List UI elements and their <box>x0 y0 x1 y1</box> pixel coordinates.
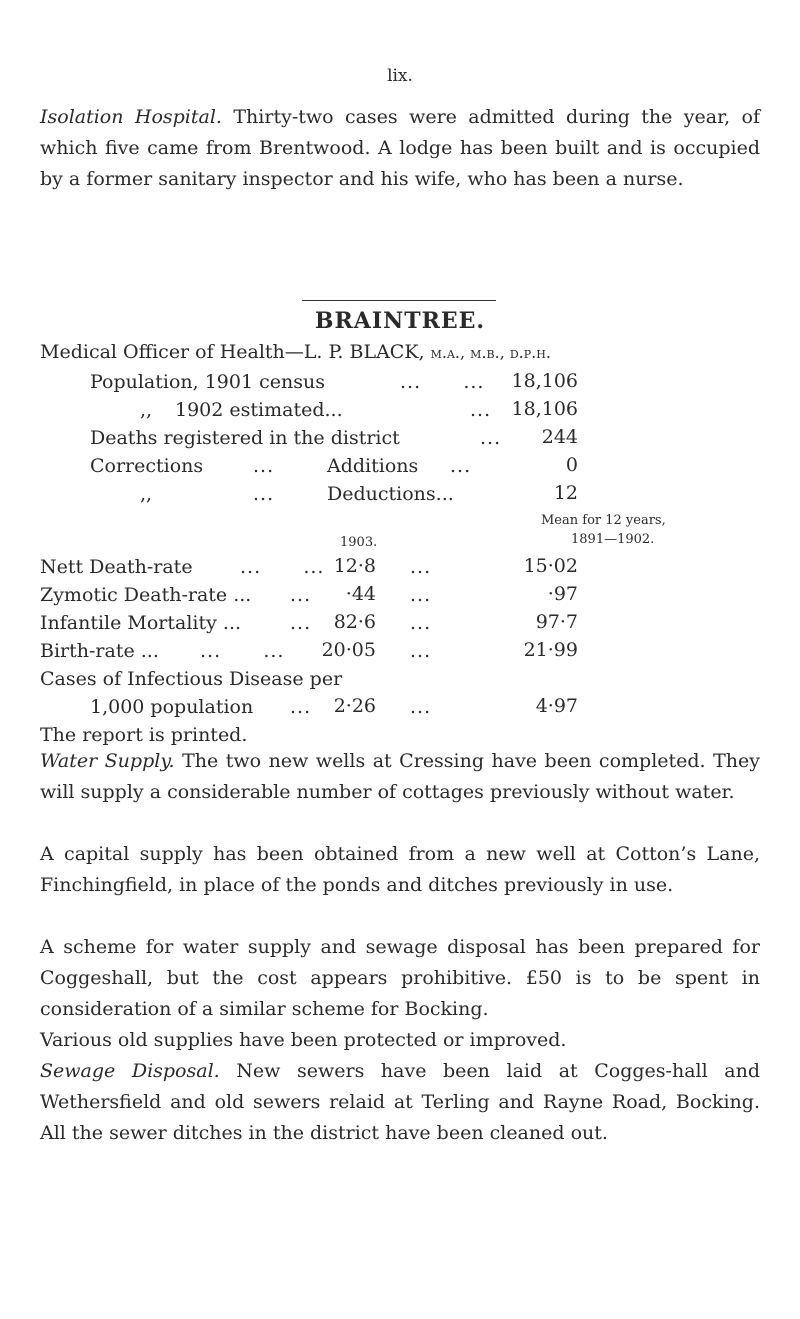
water-heading: Water Supply. <box>40 750 175 772</box>
infectious-label-2: 1,000 population <box>90 696 254 718</box>
corrections-label: Corrections <box>90 455 204 477</box>
rate-mean: 97·7 <box>535 611 578 633</box>
dots: ... <box>253 455 275 477</box>
col-header-mean-2: 1891—1902. <box>571 532 655 547</box>
dots: ... <box>253 483 275 505</box>
page-number: lix. <box>387 66 413 86</box>
rate-mean: ·97 <box>547 583 578 605</box>
population-1902-label: 1902 estimated... <box>175 399 343 421</box>
infectious-year: 2·26 <box>333 695 376 717</box>
rate-year: 12·8 <box>333 555 376 577</box>
additions-label: Additions <box>327 455 419 477</box>
medical-officer-line <box>40 340 551 365</box>
additions-value: 0 <box>565 454 578 476</box>
dots: ... <box>480 427 502 449</box>
rate-label: Infantile Mortality ... <box>40 612 242 634</box>
rate-year: 20·05 <box>321 639 376 661</box>
dots: ... <box>290 696 312 718</box>
dots: ... <box>410 584 432 606</box>
dots: ... <box>410 640 432 662</box>
isolation-text: Thirty-two cases were admitted during the year, of which five came from Brentwood. A lodge has been built and is occupied by a former sanitary inspector and his wife, who has been a nurse. <box>40 106 761 190</box>
deaths-label: Deaths registered in the district <box>90 427 400 449</box>
district-title: BRAINTREE. <box>314 308 486 334</box>
dots: ... ... <box>200 640 285 662</box>
dots: ... ... <box>400 371 485 393</box>
dots: ... <box>290 584 312 606</box>
col-header-mean-1: Mean for 12 years, <box>541 513 666 528</box>
officer-name: Medical Officer of Health—L. P. BLACK, <box>40 341 425 363</box>
population-1902-value: 18,106 <box>511 398 578 420</box>
rate-year: 82·6 <box>333 611 376 633</box>
isolation-paragraph <box>40 102 760 195</box>
sewage-paragraph <box>40 1056 760 1149</box>
dots: ... <box>290 612 312 634</box>
dots: ... <box>410 556 432 578</box>
dots: ... <box>450 455 472 477</box>
officer-degrees: m.a., m.b., d.p.h. <box>430 343 551 362</box>
section-divider <box>302 300 496 301</box>
rate-mean: 21·99 <box>523 639 578 661</box>
infectious-mean: 4·97 <box>535 695 578 717</box>
dots: ... ... <box>240 556 325 578</box>
dots: ... <box>470 399 492 421</box>
water-paragraph-3 <box>40 932 760 1025</box>
water-text-4: Various old supplies have been protected or improved. <box>40 1029 567 1051</box>
water-text-1: The two new wells at Cressing have been completed. They will supply a considerable number of cottages previously without water. <box>40 750 760 803</box>
population-1901-label: Population, 1901 census <box>90 371 325 393</box>
water-text-2: A capital supply has been obtained from a new well at Cotton’s Lane, Finchingfield, in place of the ponds and ditches previously in use. <box>40 843 760 896</box>
rate-label: Zymotic Death-rate ... <box>40 584 252 606</box>
deductions-value: 12 <box>553 482 578 504</box>
rate-label: Nett Death-rate <box>40 556 193 578</box>
population-1901-value: 18,106 <box>511 370 578 392</box>
water-paragraph-2 <box>40 839 760 901</box>
water-text-3: A scheme for water supply and sewage disposal has been prepared for Coggeshall, but the cost appears prohibitive. £50 is to be spent in consideration of a similar scheme for Bocking. <box>40 936 760 1020</box>
col-header-year: 1903. <box>340 535 378 550</box>
rate-label: Birth-rate ... <box>40 640 159 662</box>
isolation-heading: Isolation Hospital. <box>40 106 222 128</box>
sewage-text: New sewers have been laid at Cogges-hall and Wethersfield and old sewers relaid at Terling and Rayne Road, Bocking. All the sewer ditches in the district have been cleaned out. <box>40 1060 760 1144</box>
printed-note: The report is printed. <box>40 724 248 746</box>
infectious-label-1: Cases of Infectious Disease per <box>40 668 343 690</box>
deaths-value: 244 <box>541 426 578 448</box>
sewage-heading: Sewage Disposal. <box>40 1060 220 1082</box>
dots: ... <box>410 696 432 718</box>
population-1902-prefix: ,, <box>140 399 153 421</box>
rate-year: ·44 <box>345 583 376 605</box>
deductions-label: Deductions... <box>327 483 454 505</box>
rate-mean: 15·02 <box>523 555 578 577</box>
water-paragraph-1 <box>40 746 760 808</box>
corrections-ditto: ,, <box>140 483 153 505</box>
dots: ... <box>410 612 432 634</box>
water-paragraph-4 <box>40 1025 760 1056</box>
